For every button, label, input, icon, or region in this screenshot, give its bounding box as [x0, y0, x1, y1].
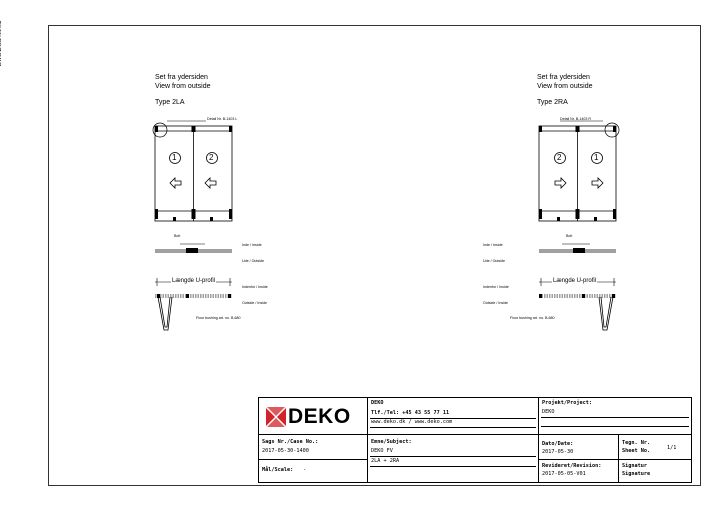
subject-cell [368, 435, 539, 482]
right-section-outside: Ude / Outside [483, 259, 505, 263]
project-cell [539, 398, 691, 435]
signature-cell [619, 460, 691, 482]
scale-cell [259, 460, 368, 482]
right-profile-inside: Indenfor / Inside [483, 285, 509, 289]
arrow-right-icon [592, 178, 603, 188]
sheet-label-1: Tegn. Nr. [622, 440, 651, 446]
subject-line-2: 2LA + 2RA [371, 458, 400, 464]
left-length-label: Længde U-profil [172, 278, 216, 284]
case-value: 2017-05-30-1400 [262, 448, 309, 454]
right-door-elevation [539, 121, 619, 221]
title-block [258, 397, 692, 483]
left-view-heading-2: View from outside [155, 83, 211, 90]
left-view-type: Type 2LA [155, 99, 185, 106]
date-cell [539, 435, 619, 460]
revision-label: Revideret/Revision: [542, 463, 602, 469]
company-web: www.deko.dk / www.deko.com [371, 419, 453, 425]
project-value: DEKO [542, 409, 555, 415]
right-view-heading-2: View from outside [537, 83, 593, 90]
scale-label: Mål/Scale: [262, 467, 294, 473]
right-floor-bushing: Floor bushing art. no. B-680 [510, 316, 555, 320]
signature-label-2: Signature [622, 471, 651, 477]
right-detail-ref: Detail Nr. B-1403 R [560, 117, 591, 121]
company-cell [368, 398, 539, 435]
left-leaf-number-2: 2 [209, 153, 214, 162]
company-phone: Tlf./Tel: +45 43 55 77 11 [371, 410, 450, 416]
right-length-label: Længde U-profil [553, 278, 597, 284]
right-small-label: Bolt [566, 234, 573, 238]
company-name: DEKO [371, 400, 384, 406]
left-floor-bushing: Floor bushing art. no. B-680 [196, 316, 241, 320]
revision-cell [539, 460, 619, 482]
arrow-left-icon [205, 178, 216, 188]
date-value: 2017-05-30 [542, 449, 574, 455]
project-label: Projekt/Project: [542, 400, 592, 406]
right-view-type: Type 2RA [537, 99, 568, 106]
left-profile-inside: Indenfor / Inside [242, 285, 268, 289]
sheet-value: 1/1 [667, 445, 677, 451]
right-leaf-number-2: 2 [557, 153, 562, 162]
left-section-inside: Inde / Inside [242, 243, 262, 247]
date-label: Dato/Date: [542, 441, 574, 447]
logo-cell [259, 398, 368, 435]
sheet-cell [619, 435, 691, 460]
left-detail-ref: Detail Nr. B-1403 L [207, 117, 238, 121]
right-profile-outside: Outside / Inside [483, 301, 508, 305]
subject-label: Emne/Subject: [371, 439, 412, 445]
left-small-label: Bolt [174, 234, 181, 238]
left-leaf-number-1: 1 [172, 153, 177, 162]
left-door-elevation [153, 121, 232, 221]
left-view-heading-1: Set fra ydersiden [155, 74, 208, 81]
left-profile-outside: Outside / Inside [242, 301, 267, 305]
arrow-right-icon [555, 178, 566, 188]
case-label: Sags Nr./Case No.: [262, 439, 319, 445]
sheet-label-2: Sheet No. [622, 448, 651, 454]
deko-logo-icon [266, 407, 286, 427]
right-view-heading-1: Set fra ydersiden [537, 74, 590, 81]
arrow-left-icon [170, 178, 181, 188]
logo-text: DEKO [288, 405, 351, 428]
right-leaf-number-1: 1 [594, 153, 599, 162]
case-cell [259, 435, 368, 460]
subject-line-1: DEKO FV [371, 448, 393, 454]
detail-circle [605, 123, 619, 137]
revision-value: 2017-05-05-V01 [542, 471, 586, 477]
scale-value: - [303, 467, 307, 473]
signature-label-1: Signatur [622, 463, 647, 469]
right-section-inside: Inde / Inside [483, 243, 503, 247]
left-section-outside: Ude / Outside [242, 259, 264, 263]
